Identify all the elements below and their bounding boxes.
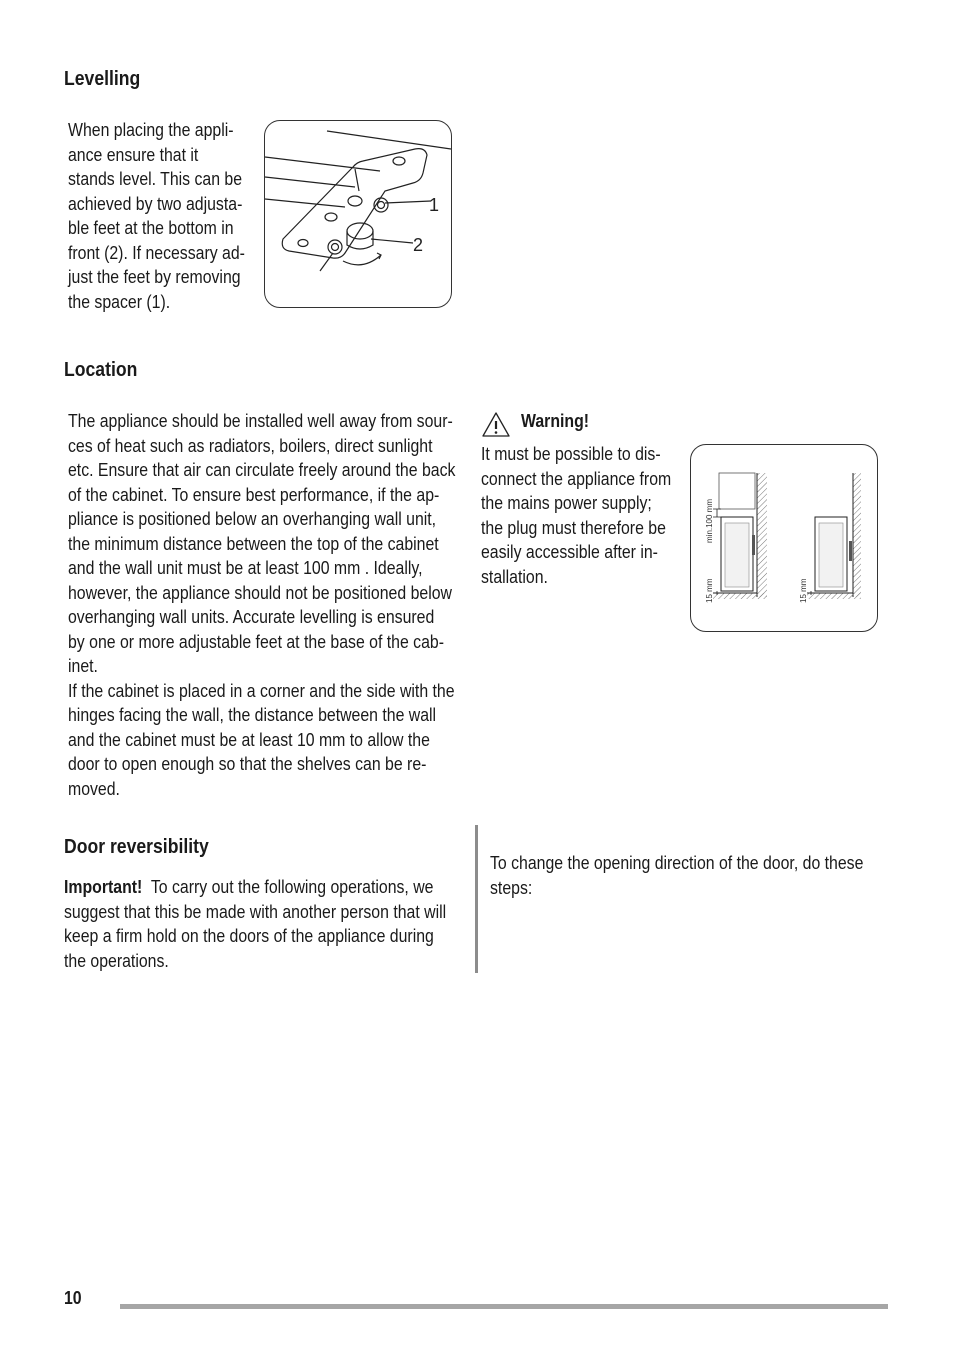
text-line: the mains power supply; [481,493,652,513]
location-heading: Location [64,359,138,381]
important-text: To carry out the following operations, we [150,877,434,897]
label-foot: 2 [413,235,424,255]
text-line: hinges facing the wall, the distance between the wall [68,705,437,725]
text-line: moved. [68,778,120,799]
text-line [64,875,469,900]
text-line: the spacer (1). [68,291,171,312]
warning-text [481,442,683,589]
door-heading: Door reversibility [64,836,209,858]
column-divider [475,825,478,973]
text-line: To change the opening direction of the door, do these [490,853,864,873]
text-line: ble feet at the bottom in [68,218,234,238]
page-number: 10 [64,1288,82,1308]
text-line: easily accessible after in- [481,542,658,562]
levelling-heading: Levelling [64,68,141,90]
location-figure [690,444,878,632]
text-line: the operations. [64,950,169,971]
text-line: If the cabinet is placed in a corner and the side with the [68,680,455,701]
text-line: of the cabinet. To ensure best performance, if the ap- [68,484,440,505]
text-line: ces of heat such as radiators, boilers, direct sunlight [68,435,433,456]
levelling-figure [264,120,452,308]
text-line: inet. [68,656,98,676]
location-text [68,409,464,801]
levelling-text [68,118,257,314]
label-15mm-right: 15 mm [799,578,808,603]
text-line: overhanging wall units. Accurate levelling is ensured [68,607,435,627]
text-line: etc. Ensure that air can circulate freely around the back [68,460,456,480]
door-right-text [490,851,895,900]
door-text [64,875,469,973]
text-line: by one or more adjustable feet at the base of the cab- [68,631,445,652]
text-line: pliance is positioned below an overhanging wall unit, [68,509,437,529]
text-line: and the wall unit must be at least 100 mm . Ideally, [68,558,423,578]
warning-title-text: Warning! [521,411,590,431]
text-line: ance ensure that it [68,144,199,165]
text-line: steps: [490,877,533,898]
label-spacer: 1 [429,195,440,215]
warning-triangle-icon [481,411,511,438]
warning-title [521,409,589,434]
important-label: Important! [64,877,143,897]
text-line: keep a firm hold on the doors of the appliance during [64,926,434,946]
footer-rule [120,1304,888,1309]
text-line: front (2). If necessary ad- [68,242,245,263]
label-15mm-left: 15 mm [705,578,714,603]
clearance-illustration [691,445,877,631]
text-line: It must be possible to dis- [481,444,661,464]
text-line: stallation. [481,566,548,587]
text-line: The appliance should be installed well away from sour- [68,411,453,431]
text-line: door to open enough so that the shelves can be re- [68,754,427,774]
text-line: and the cabinet must be at least 10 mm to allow the [68,729,430,750]
label-min-100mm: min.100 mm [705,498,714,543]
text-line: suggest that this be made with another person that will [64,901,447,922]
levelling-foot-illustration [265,121,451,307]
text-line: When placing the appli- [68,120,234,140]
text-line: connect the appliance from [481,468,672,489]
text-line: the minimum distance between the top of the cabinet [68,533,439,554]
text-line: just the feet by removing [68,267,241,287]
text-line: achieved by two adjusta- [68,193,243,214]
text-line: the plug must therefore be [481,517,666,538]
text-line: stands level. This can be [68,169,243,189]
text-line: however, the appliance should not be positioned below [68,582,452,603]
